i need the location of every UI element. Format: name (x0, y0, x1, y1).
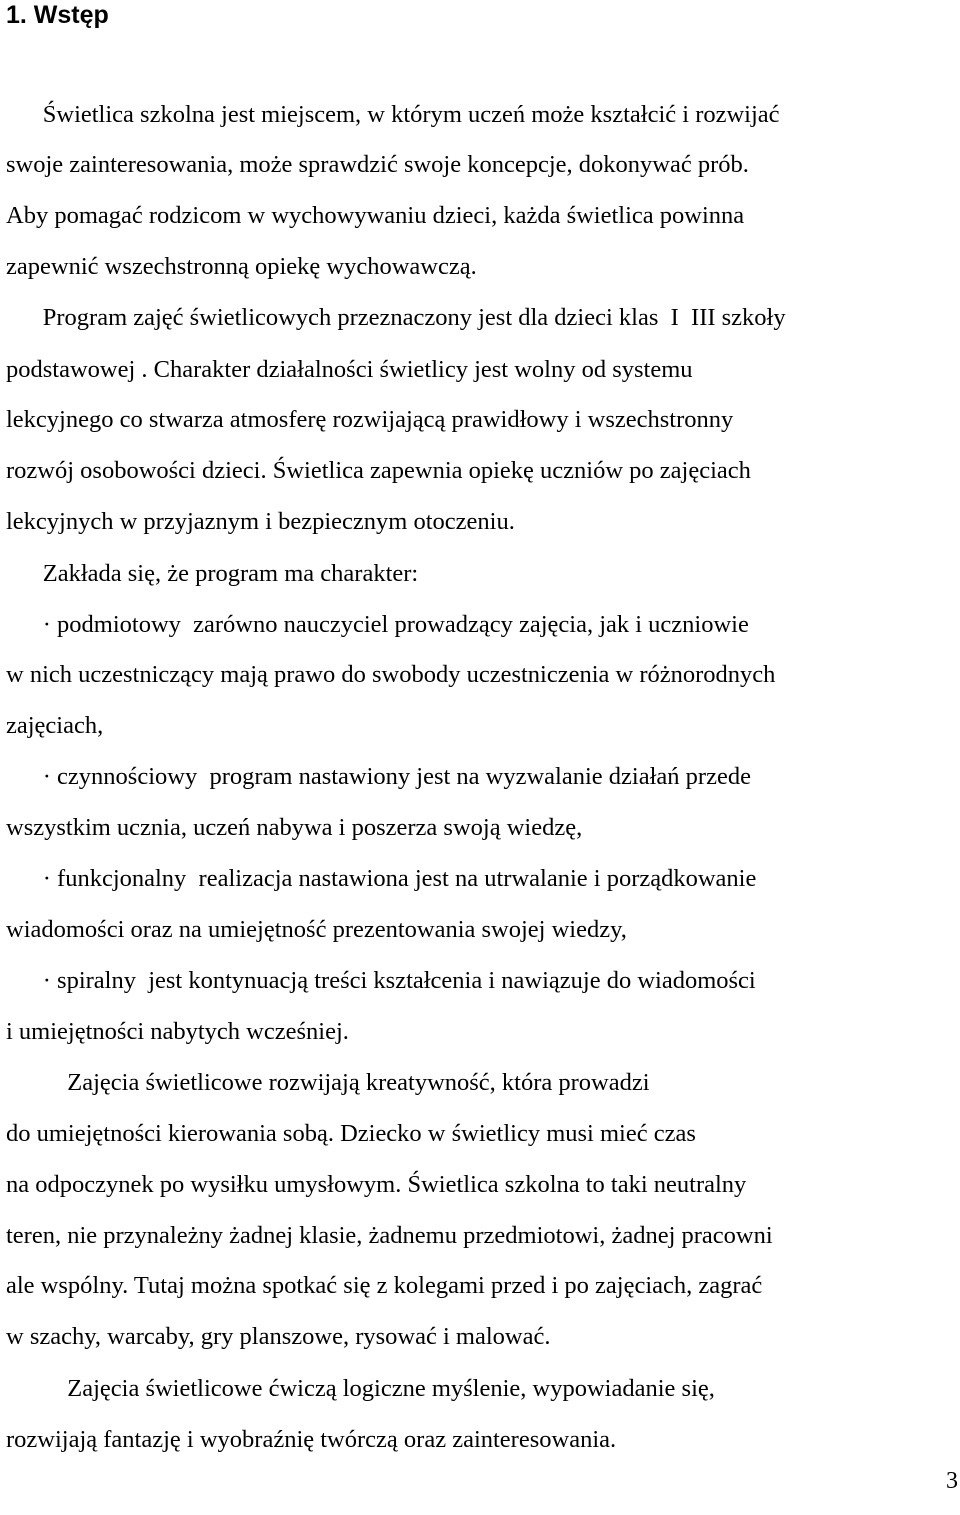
text-line: do umiejętności kierowania sobą. Dziecko w świetlicy musi mieć czas (6, 1120, 696, 1147)
text-line: swoje zainteresowania, może sprawdzić swoje koncepcje, dokonywać prób. (6, 151, 749, 178)
text-line: w szachy, warcaby, gry planszowe, rysować i malować. (6, 1323, 551, 1350)
text-line: wszystkim ucznia, uczeń nabywa i poszerza swoją wiedzę, (6, 814, 583, 841)
text-line: lekcyjnego co stwarza atmosferę rozwijającą prawidłowy i wszechstronny (6, 406, 734, 433)
section-heading: 1. Wstęp (6, 1, 109, 29)
text-line: teren, nie przynależny żadnej klasie, żadnemu przedmiotowi, żadnej pracowni (6, 1222, 779, 1249)
text-line: rozwijają fantazję i wyobraźnię twórczą oraz zainteresowania. (6, 1426, 617, 1453)
text-line: Program zajęć świetlicowych przeznaczony jest dla dzieci klas I III szkoły (6, 304, 786, 331)
text-line: · funkcjonalny realizacja nastawiona jest na utrwalanie i porządkowanie (6, 865, 757, 892)
text-line: · czynnościowy program nastawiony jest na wyzwalanie działań przede (6, 763, 751, 790)
text-line: lekcyjnych w przyjaznym i bezpiecznym otoczeniu. (6, 508, 515, 535)
text-line: ale wspólny. Tutaj można spotkać się z kolegami przed i po zajęciach, zagrać (6, 1272, 763, 1299)
text-line: zajęciach, (6, 712, 104, 739)
text-line: · podmiotowy zarówno nauczyciel prowadzący zajęcia, jak i uczniowie (6, 611, 749, 638)
text-line: podstawowej . Charakter działalności świetlicy jest wolny od systemu (6, 356, 693, 383)
page-number: 3 (946, 1468, 958, 1494)
text-line: Aby pomagać rodzicom w wychowywaniu dzieci, każda świetlica powinna (6, 202, 745, 229)
text-line: · spiralny jest kontynuacją treści kształcenia i nawiązuje do wiadomości (6, 967, 756, 994)
text-line: zapewnić wszechstronną opiekę wychowawczą. (6, 253, 477, 280)
text-line: w nich uczestniczący mają prawo do swobody uczestniczenia w różnorodnych (6, 661, 776, 688)
text-line: Zajęcia świetlicowe ćwiczą logiczne myślenie, wypowiadanie się, (6, 1375, 715, 1402)
text-line: Zajęcia świetlicowe rozwijają kreatywność, która prowadzi (6, 1069, 650, 1096)
text-line: rozwój osobowości dzieci. Świetlica zapewnia opiekę uczniów po zajęciach (6, 457, 751, 484)
text-line: Zakłada się, że program ma charakter: (6, 560, 419, 587)
text-line: i umiejętności nabytych wcześniej. (6, 1018, 349, 1045)
text-line: wiadomości oraz na umiejętność prezentowania swojej wiedzy, (6, 916, 627, 943)
text-line: na odpoczynek po wysiłku umysłowym. Świetlica szkolna to taki neutralny (6, 1171, 747, 1198)
text-line: Świetlica szkolna jest miejscem, w którym uczeń może kształcić i rozwijać (6, 101, 780, 128)
